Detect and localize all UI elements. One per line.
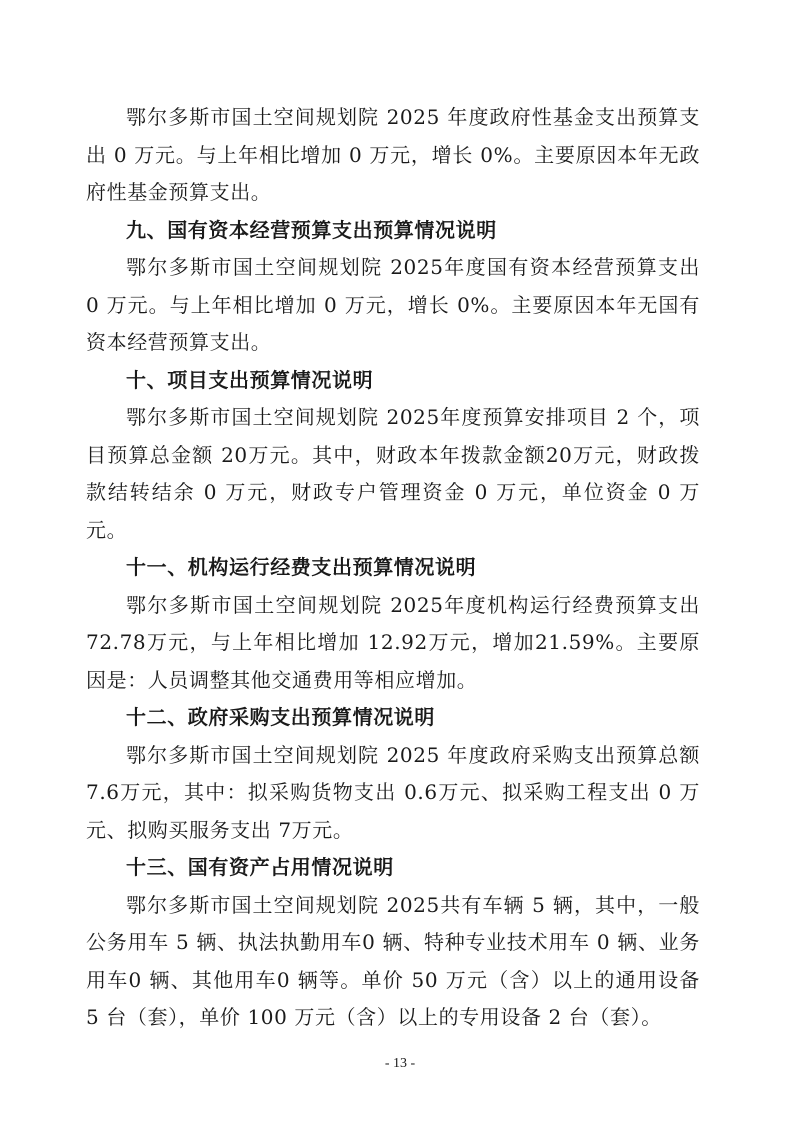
paragraph-government-procurement: 鄂尔多斯市国土空间规划院 2025 年度政府采购支出预算总额7.6万元，其中：拟采购货物支出 0.6万元、拟采购工程支出 0 万元、拟购买服务支出 7万元。: [86, 742, 700, 842]
heading-operating-expenses: 十一、机构运行经费支出预算情况说明: [126, 555, 477, 579]
document-body: [86, 99, 700, 1037]
heading-state-capital-budget: 九、国有资本经营预算支出预算情况说明: [126, 217, 497, 242]
heading-project-expenditure: 十、项目支出预算情况说明: [126, 367, 374, 392]
paragraph-state-capital-budget: 鄂尔多斯市国土空间规划院 2025年度国有资本经营预算支出 0 万元。与上年相比增加 0 万元，增长 0%。主要原因本年无国有资本经营预算支出。: [86, 255, 700, 354]
paragraph-state-assets: 鄂尔多斯市国土空间规划院 2025共有车辆 5 辆，其中，一般公务用车 5 辆、执法执勤用车0 辆、特种专业技术用车 0 辆、业务用车0 辆、其他用车0 辆等。单价 50 万元（含）以上的通用设备 5 台（套），单价 100 万元（含）以上的专用设备 2 台（套）。: [86, 892, 700, 1029]
paragraph-operating-expenses: 鄂尔多斯市国土空间规划院 2025年度机构运行经费预算支出72.78万元，与上年相比增加 12.92万元，增加21.59%。主要原因是：人员调整其他交通费用等相应增加。: [86, 592, 700, 692]
paragraph-project-expenditure: 鄂尔多斯市国土空间规划院 2025年度预算安排项目 2 个，项目预算总金额 20万元。其中，财政本年拨款金额20万元，财政拨款结转结余 0 万元，财政专户管理资金 0 万元，单位资金 0 万元。: [86, 405, 700, 542]
heading-government-procurement: 十二、政府采购支出预算情况说明: [126, 705, 435, 729]
page-number: - 13 -: [384, 1056, 416, 1071]
paragraph-government-fund-expenditure: 鄂尔多斯市国土空间规划院 2025 年度政府性基金支出预算支出 0 万元。与上年相比增加 0 万元，增长 0%。主要原因本年无政府性基金预算支出。: [86, 105, 700, 204]
heading-state-assets: 十三、国有资产占用情况说明: [126, 855, 394, 879]
